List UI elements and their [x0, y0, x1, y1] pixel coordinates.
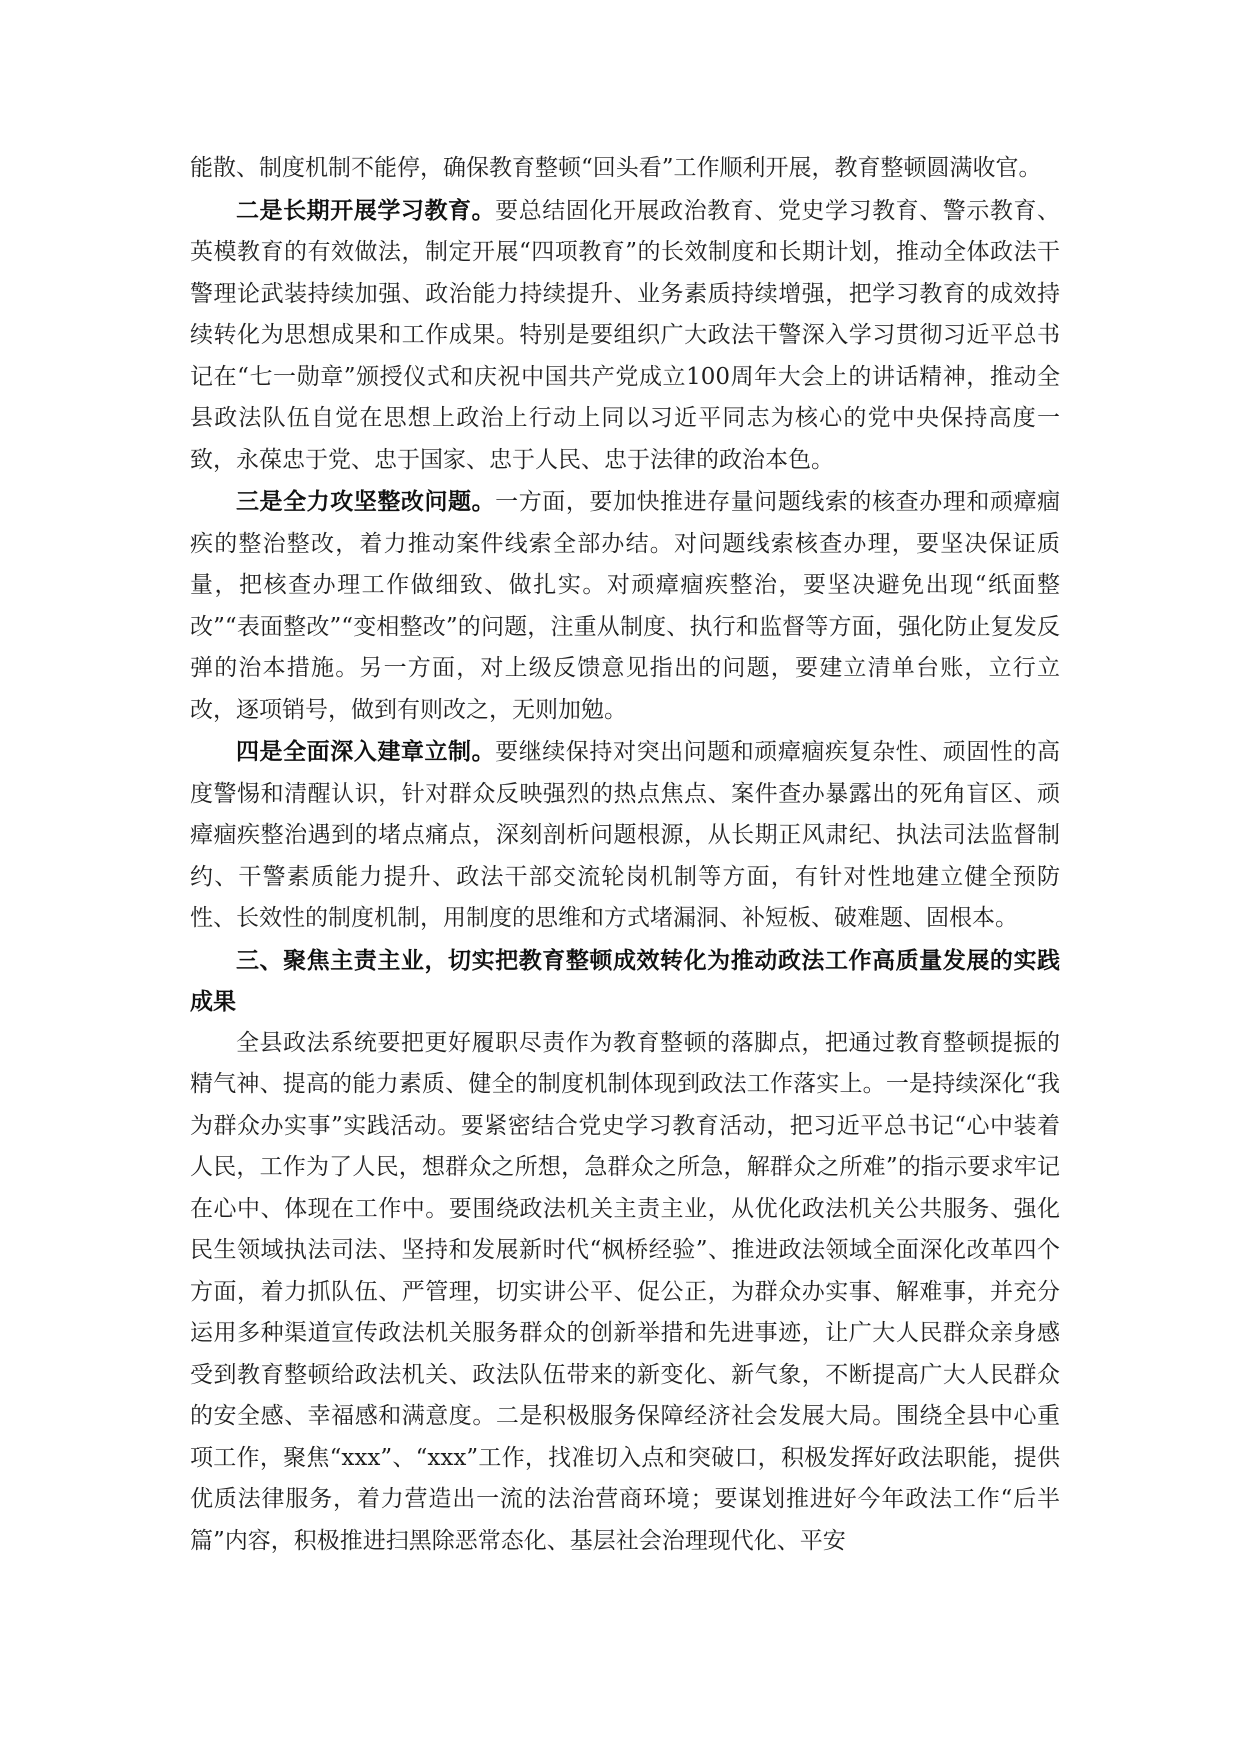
paragraph-institution-building — [190, 731, 1060, 940]
paragraph-main-duties — [190, 1023, 1060, 1563]
section-heading — [190, 940, 1060, 1023]
paragraph-lead: 二是长期开展学习教育。 — [236, 196, 496, 224]
paragraph-continuation — [190, 148, 1060, 190]
paragraph-text: 全县政法系统要把更好履职尽责作为教育整顿的落脚点，把通过教育整顿提振的精气神、提高的能力素质、健全的制度机制体现到政法工作落实上。一是持续深化“我为群众办实事”实践活动。要紧密结合党史学习教育活动，把习近平总书记“心中装着人民，工作为了人民，想群众之所想，急群众之所急，解群众之所难”的指示要求牢记在心中、体现在工作中。要围绕政法机关主责主业，从优化政法机关公共服务、强化民生领域执法司法、坚持和发展新时代“枫桥经验”、推进政法领域全面深化改革四个方面，着力抓队伍、严管理，切实讲公平、促公正，为群众办实事、解难事，并充分运用多种渠道宣传政法机关服务群众的创新举措和先进事迹，让广大人民群众亲身感受到教育整顿给政法机关、政法队伍带来的新变化、新气象，不断提高广大人民群众的安全感、幸福感和满意度。二是积极服务保障经济社会发展大局。围绕全县中心重项工作，聚焦“xxx”、“xxx”工作，找准切入点和突破口，积极发挥好政法职能，提供优质法律服务，着力营造出一流的法治营商环境；要谋划推进好今年政法工作“后半篇”内容，积极推进扫黑除恶常态化、基层社会治理现代化、平安 — [190, 1029, 1060, 1554]
section-heading-text: 三、聚焦主责主业，切实把教育整顿成效转化为推动政法工作高质量发展的实践成果 — [190, 946, 1060, 1015]
paragraph-lead: 三是全力攻坚整改问题。 — [236, 488, 496, 515]
paragraph-text: 能散、制度机制不能停，确保教育整顿“回头看”工作顺利开展，教育整顿圆满收官。 — [190, 155, 1042, 181]
paragraph-text: 要总结固化开展政治教育、党史学习教育、警示教育、英模教育的有效做法，制定开展“四项教育”的长效制度和长期计划，推动全体政法干警理论武装持续加强、政治能力持续提升、业务素质持续增强，把学习教育的成效持续转化为思想成果和工作成果。特别是要组织广大政法干警深入学习贯彻习近平总书记在“七一勋章”颁授仪式和庆祝中国共产党成立100周年大会上的讲话精神，推动全县政法队伍自觉在思想上政治上行动上同以习近平同志为核心的党中央保持高度一致，永葆忠于党、忠于国家、忠于人民、忠于法律的政治本色。 — [190, 197, 1061, 473]
paragraph-text: 要继续保持对突出问题和顽瘴痼疾复杂性、顽固性的高度警惕和清醒认识，针对群众反映强烈的热点焦点、案件查办暴露出的死角盲区、顽瘴痼疾整治遇到的堵点痛点，深刻剖析问题根源，从长期正风肃纪、执法司法监督制约、干警素质能力提升、政法干部交流轮岗机制等方面，有针对性地建立健全预防性、长效性的制度机制，用制度的思维和方式堵漏洞、补短板、破难题、固根本。 — [190, 739, 1061, 931]
document-body — [190, 148, 1060, 1562]
paragraph-text: 一方面，要加快推进存量问题线索的核查办理和顽瘴痼疾的整治整改，着力推动案件线索全部办结。对问题线索核查办理，要坚决保证质量，把核查办理工作做细致、做扎实。对顽瘴痼疾整治，要坚决避免出现“纸面整改”“表面整改”“变相整改”的问题，注重从制度、执行和监督等方面，强化防止复发反弹的治本措施。另一方面，对上级反馈意见指出的问题，要建立清单台账，立行立改，逐项销号，做到有则改之，无则加勉。 — [190, 489, 1061, 723]
paragraph-lead: 四是全面深入建章立制。 — [236, 738, 496, 765]
paragraph-study-education — [190, 190, 1060, 482]
paragraph-rectification — [190, 481, 1060, 731]
